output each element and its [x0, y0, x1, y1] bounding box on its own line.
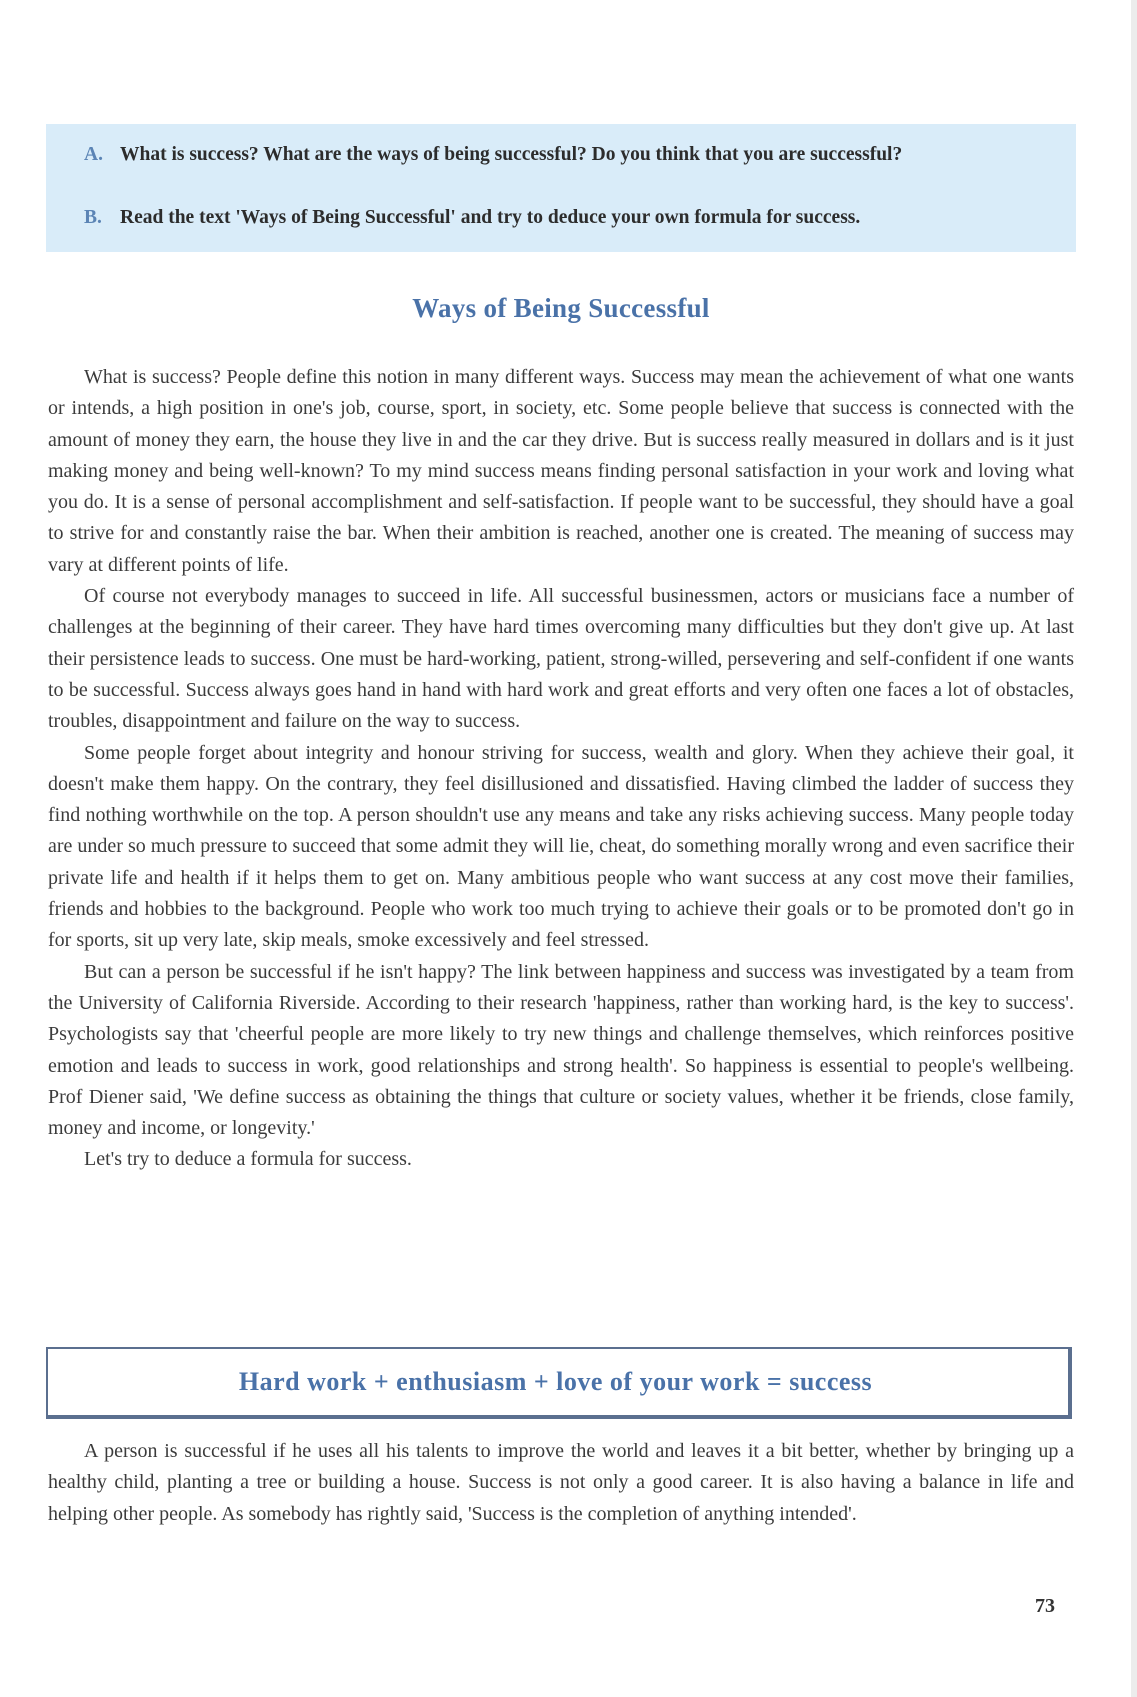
closing-section: [48, 1436, 1074, 1530]
task-b: [84, 207, 1064, 229]
task-box: [46, 124, 1076, 252]
task-a: [84, 144, 1064, 166]
task-b-letter: B.: [84, 207, 102, 228]
paragraph-4: But can a person be successful if he isn't happy? The link between happiness and success was investigated by a team from the University of California Riverside. According to their research 'happiness, rather than working hard, is the key to success'. Psychologists say that 'cheerful people are more likely to try new things and challenge themselves, which reinforces positive emotion and leads to success in work, good relationships and strong health'. So happiness is essential to people's wellbeing. Prof Diener said, 'We define success as obtaining the things that culture or society values, whether it be friends, close family, money and income, or longevity.': [48, 960, 1074, 1140]
page-edge-shadow: [1131, 0, 1137, 1697]
task-b-text: Read the text 'Ways of Being Successful' and try to deduce your own formula for success.: [120, 207, 861, 228]
task-a-text: What is success? What are the ways of being successful? Do you think that you are successful?: [120, 144, 903, 165]
formula-box: [46, 1347, 1072, 1419]
task-a-letter: A.: [84, 144, 103, 165]
paragraph-2: Of course not everybody manages to succeed in life. All successful businessmen, actors or musicians face a number of challenges at the beginning of their career. They have hard times overcoming many difficulties but they don't give up. At last their persistence leads to success. One must be hard-working, patient, strong-willed, persevering and self-confident if one wants to be successful. Success always goes hand in hand with hard work and great efforts and very often one faces a lot of obstacles, troubles, disappointment and failure on the way to success.: [48, 585, 1074, 733]
article-body: [48, 362, 1074, 1176]
closing-paragraph: A person is successful if he uses all his talents to improve the world and leaves it a bit better, whether by bringing up a healthy child, planting a tree or building a house. Success is not only a good career. It is also having a balance in life and helping other people. As somebody has rightly said, 'Success is the completion of anything intended'.: [48, 1440, 1074, 1525]
article-title: Ways of Being Successful: [412, 293, 710, 323]
paragraph-5: Let's try to deduce a formula for success.: [84, 1148, 412, 1171]
success-formula: Hard work + enthusiasm + love of your work = success: [238, 1367, 873, 1396]
page-number: 73: [1035, 1595, 1055, 1617]
paragraph-1: What is success? People define this notion in many different ways. Success may mean the achievement of what one wants or intends, a high position in one's job, course, sport, in society, etc. Some people believe that success is connected with the amount of money they earn, the house they live in and the car they drive. But is success really measured in dollars and is it just making money and being well-known? To my mind success means finding personal satisfaction in your work and loving what you do. It is a sense of personal accomplishment and self-satisfaction. If people want to be successful, they should have a goal to strive for and constantly raise the bar. When their ambition is reached, another one is created. The meaning of success may vary at different points of life.: [48, 366, 1074, 576]
paragraph-3: Some people forget about integrity and honour striving for success, wealth and glory. When they achieve their goal, it doesn't make them happy. On the contrary, they feel disillusioned and dissatisfied. Having climbed the ladder of success they find nothing worthwhile on the top. A person shouldn't use any means and take any risks achieving success. Many people today are under so much pressure to succeed that some admit they will lie, cheat, do something morally wrong and even sacrifice their private life and health if it helps them to get on. Many ambitious people who want success at any cost move their families, friends and hobbies to the background. People who work too much trying to achieve their goals or to be promoted don't go in for sports, sit up very late, skip meals, smoke excessively and feel stressed.: [48, 741, 1074, 952]
